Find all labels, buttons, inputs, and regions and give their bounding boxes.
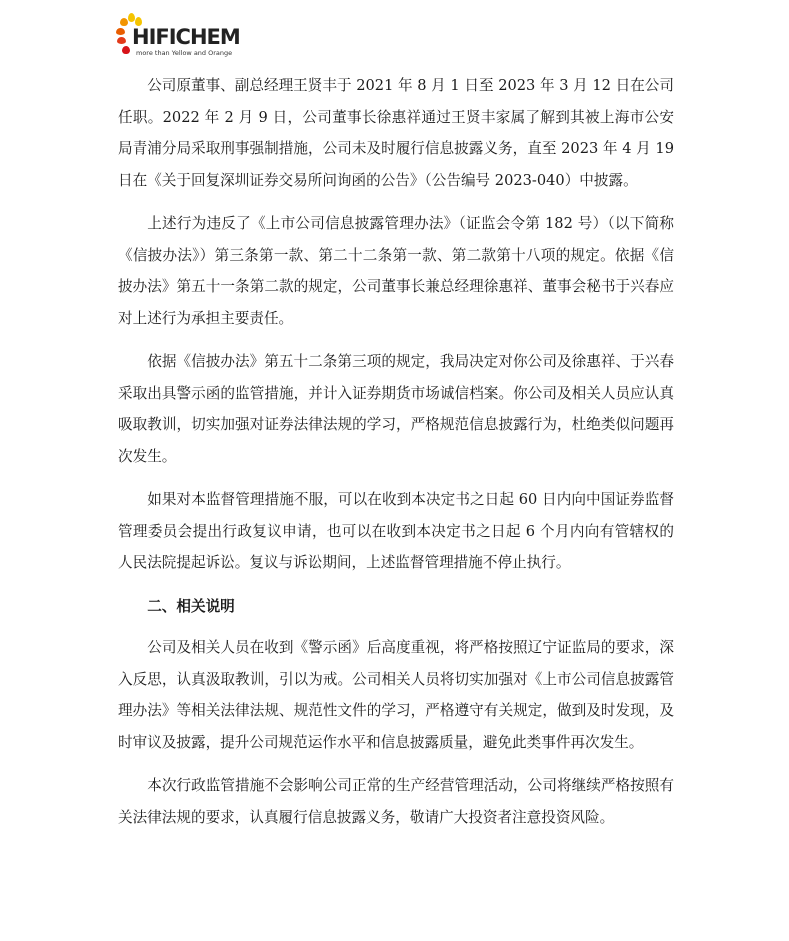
paragraph-regulatory-measure: 依据《信披办法》第五十二条第三项的规定，我局决定对你公司及徐惠祥、于兴春采取出具警示函的监管措施，并计入证券期货市场诚信档案。你公司及相关人员应认真吸取教训，切实加强对证券法律法规的学习，严格规范信息披露行为，杜绝类似问题再次发生。 (118, 353, 674, 465)
paragraph-impact-statement: 本次行政监管措施不会影响公司正常的生产经营管理活动，公司将继续严格按照有关法律法规的要求，认真履行信息披露义务，敬请广大投资者注意投资风险。 (118, 777, 674, 826)
paragraph-appeal-rights: 如果对本监督管理措施不服，可以在收到本决定书之日起 60 日内向中国证券监督管理委员会提出行政复议申请，也可以在收到本决定书之日起 6 个月内向有管辖权的人民法院提起诉讼。复议与诉讼期间，上述监督管理措施不停止执行。 (118, 491, 674, 571)
paragraph-violation-facts: 公司原董事、副总经理王贤丰于 2021 年 8 月 1 日至 2023 年 3 月 12 日在公司任职。2022 年 2 月 9 日，公司董事长徐惠祥通过王贤丰家属了解到其被上海市公安局青浦分局采取刑事强制措施，公司未及时履行信息披露义务，直至 2023 年 4 月 19 日在《关于回复深圳证券交易所问询函的公告》（公告编号 2023-040）中披露。 (118, 77, 674, 189)
paragraph-company-response: 公司及相关人员在收到《警示函》后高度重视，将严格按照辽宁证监局的要求，深入反思，认真汲取教训，引以为戒。公司相关人员将切实加强对《上市公司信息披露管理办法》等相关法律法规、规范性文件的学习，严格遵守有关规定，做到及时发现，及时审议及披露，提升公司规范运作水平和信息披露质量，避免此类事件再次发生。 (118, 639, 674, 751)
section-heading: 二、相关说明 (147, 597, 235, 615)
document-body (118, 70, 674, 845)
paragraph-rule-violation: 上述行为违反了《上市公司信息披露管理办法》（证监会令第 182 号）（以下简称《信披办法》）第三条第一款、第二十二条第一款、第二款第十八项的规定。依据《信披办法》第五十一条第二款的规定，公司董事长兼总经理徐惠祥、董事会秘书于兴春应对上述行为承担主要责任。 (118, 215, 674, 327)
company-logo (116, 13, 246, 57)
logo-wordmark: HIFICHEM (132, 25, 240, 49)
logo-tagline: more than Yellow and Orange (136, 49, 233, 57)
